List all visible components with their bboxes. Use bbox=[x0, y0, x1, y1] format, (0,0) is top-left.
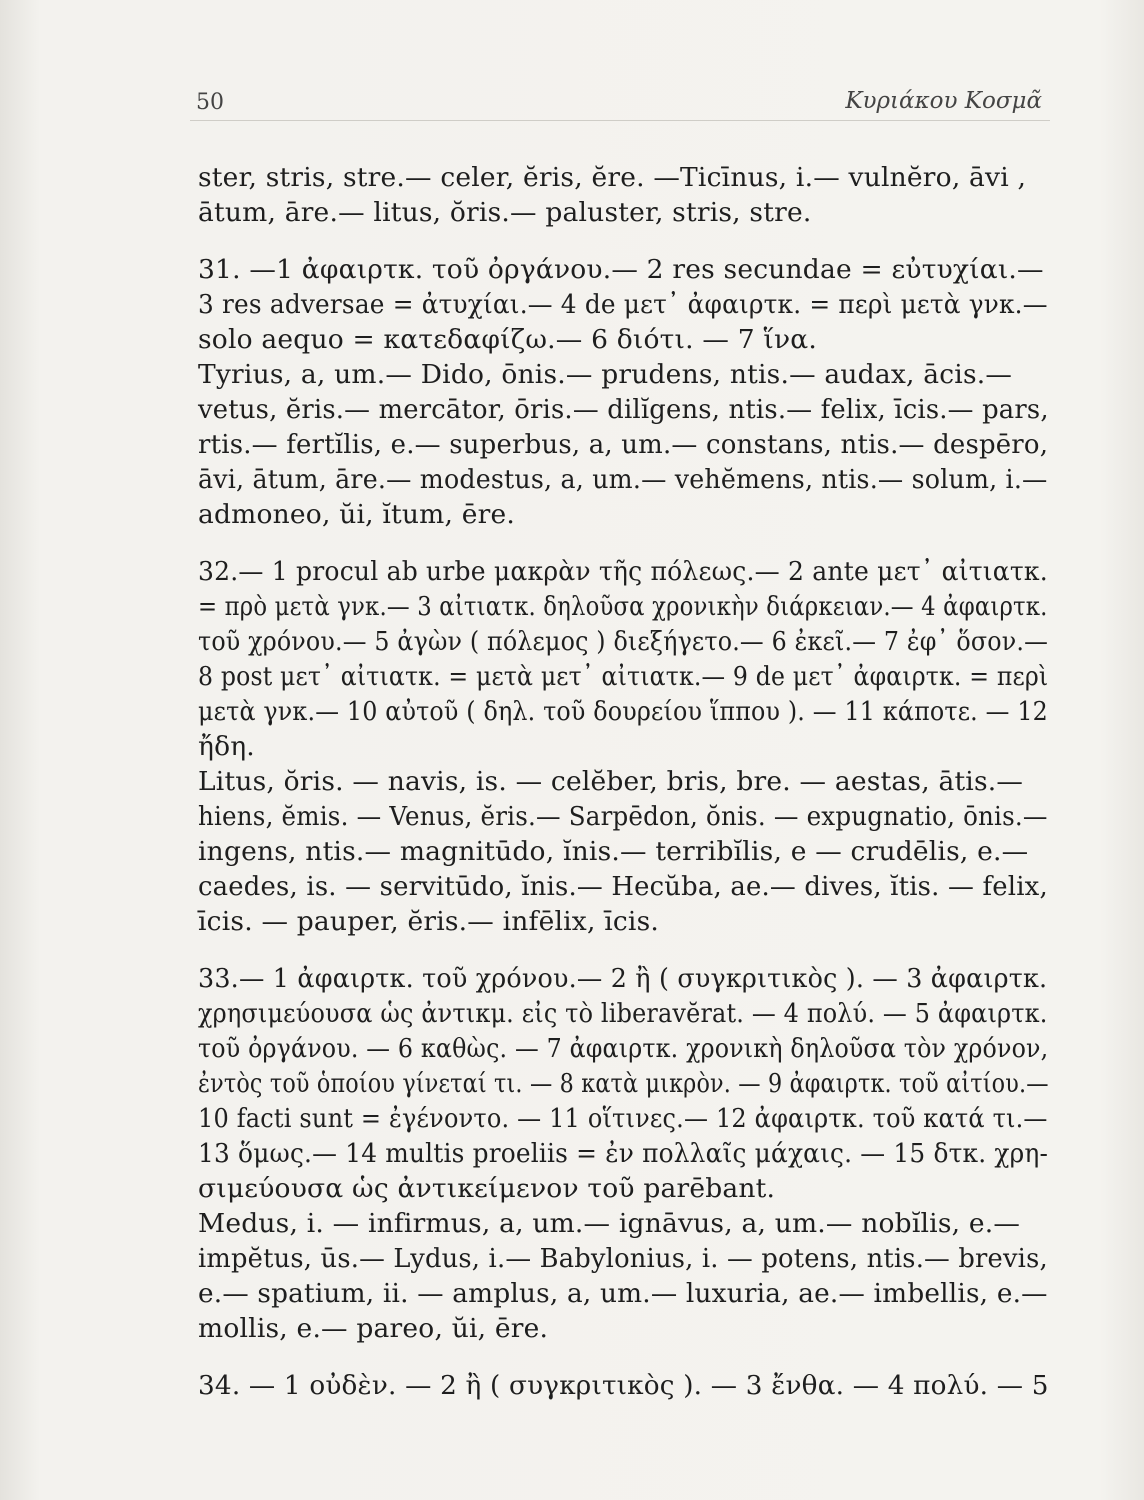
text-line: caedes, is. — servitūdo, ĭnis.— Hecŭba, ae.— dives, ĭtis. — felix, bbox=[198, 871, 1048, 902]
text-line: ster, stris, stre.— celer, ĕris, ĕre. —Ticīnus, i.— vulnĕro, āvi , bbox=[198, 162, 1027, 193]
text-line: τοῦ ὀργάνου. — 6 καθὼς. — 7 ἀφαιρτκ. χρονικὴ δηλοῦσα τὸν χρόνον, bbox=[198, 1033, 1049, 1064]
text-line: īcis. — pauper, ĕris.— infēlix, īcis. bbox=[198, 906, 660, 937]
text-line: Litus, ŏris. — navis, is. — celĕber, bris, bre. — aestas, ātis.— bbox=[198, 766, 1024, 797]
text-line: Tyrius, a, um.— Dido, ōnis.— prudens, ntis.— audax, ācis.— bbox=[198, 359, 1013, 390]
text-line: ingens, ntis.— magnitūdo, ĭnis.— terribĭlis, e — crudēlis, e.— bbox=[198, 836, 1029, 867]
text-line: Medus, i. — infirmus, a, um.— ignāvus, a, um.— nobĭlis, e.— bbox=[198, 1208, 1021, 1239]
text-line: vetus, ĕris.— mercātor, ōris.— dilĭgens, ntis.— felix, īcis.— pars, bbox=[198, 394, 1049, 425]
text-line: 34. — 1 οὐδὲν. — 2 ἢ ( συγκριτικὸς ). — 3 ἔνθα. — 4 πολύ. — 5 bbox=[198, 1370, 1049, 1401]
text-line: 8 post μετ᾽ αἰτιατκ. = μετὰ μετ᾽ αἰτιατκ.— 9 de μετ᾽ ἀφαιρτκ. = περὶ bbox=[198, 661, 1049, 692]
running-head: Κυριάκου Κοσμᾶ bbox=[845, 88, 1042, 114]
text-line: μετὰ γνκ.— 10 αὐτοῦ ( δηλ. τοῦ δουρείου ἵππου ). — 11 κάποτε. — 12 bbox=[198, 696, 1048, 727]
text-line: τοῦ χρόνου.— 5 ἀγὼν ( πόλεμος ) διεξήγετο.— 6 ἐκεῖ.— 7 ἐφ᾽ ὅσον.— bbox=[198, 626, 1048, 657]
text-line: solo aequo = κατεδαφίζω.— 6 διότι. — 7 ἵνα. bbox=[198, 324, 817, 355]
page-header bbox=[190, 86, 1050, 121]
text-line: 10 facti sunt = ἐγένοντο. — 11 οἵτινες.— 12 ἀφαιρτκ. τοῦ κατά τι.— bbox=[198, 1103, 1048, 1134]
text-line: hiens, ĕmis. — Venus, ĕris.— Sarpēdon, ŏnis. — expugnatio, ōnis.— bbox=[198, 801, 1048, 832]
text-line: impĕtus, ūs.— Lydus, i.— Babylonius, i. — potens, ntis.— brevis, bbox=[198, 1243, 1048, 1274]
text-line: ἐντὸς τοῦ ὁποίου γίνεταί τι. — 8 κατὰ μικρὸν. — 9 ἀφαιρτκ. τοῦ αἰτίου.— bbox=[198, 1068, 1049, 1099]
text-line: ātum, āre.— litus, ŏris.— paluster, stris, stre. bbox=[198, 197, 812, 228]
exercise-34 bbox=[198, 1368, 1048, 1403]
paragraph bbox=[198, 160, 1048, 230]
text-line: 3 res adversae = ἀτυχίαι.— 4 de μετ᾽ ἀφαιρτκ. = περὶ μετὰ γνκ.— bbox=[198, 289, 1048, 320]
text-line: σιμεύουσα ὡς ἀντικείμενον τοῦ parēbant. bbox=[198, 1173, 776, 1204]
text-line: āvi, ātum, āre.— modestus, a, um.— vehĕmens, ntis.— solum, i.— bbox=[198, 464, 1048, 495]
page-number: 50 bbox=[196, 90, 224, 115]
text-line: = πρὸ μετὰ γνκ.— 3 αἰτιατκ. δηλοῦσα χρονικὴν διάρκειαν.— 4 ἀφαιρτκ. bbox=[198, 591, 1048, 622]
exercise-31 bbox=[198, 252, 1048, 532]
text-line: 31. —1 ἀφαιρτκ. τοῦ ὀργάνου.— 2 res secundae = εὐτυχίαι.— bbox=[198, 254, 1044, 285]
text-line: e.— spatium, ii. — amplus, a, um.— luxuria, ae.— imbellis, e.— bbox=[198, 1278, 1048, 1309]
text-line: 33.— 1 ἀφαιρτκ. τοῦ χρόνου.— 2 ἢ ( συγκριτικὸς ). — 3 ἀφαιρτκ. bbox=[198, 963, 1048, 994]
text-line: ἤδη. bbox=[198, 731, 255, 762]
text-line: 32.— 1 procul ab urbe μακρὰν τῆς πόλεως.— 2 ante μετ᾽ αἰτιατκ. bbox=[198, 556, 1048, 587]
text-line: χρησιμεύουσα ὡς ἀντικμ. εἰς τὸ liberavĕrat. — 4 πολύ. — 5 ἀφαιρτκ. bbox=[198, 998, 1048, 1029]
text-line: admoneo, ŭi, ĭtum, ēre. bbox=[198, 499, 516, 530]
exercise-33 bbox=[198, 961, 1048, 1346]
text-line: 13 ὅμως.— 14 multis proeliis = ἐν πολλαῖς μάχαις. — 15 δτκ. χρη- bbox=[198, 1138, 1049, 1169]
text-line: mollis, e.— pareo, ŭi, ēre. bbox=[198, 1313, 549, 1344]
exercise-32 bbox=[198, 554, 1048, 939]
text-line: rtis.— fertĭlis, e.— superbus, a, um.— constans, ntis.— despēro, bbox=[198, 429, 1049, 460]
page-body bbox=[198, 160, 1048, 1403]
